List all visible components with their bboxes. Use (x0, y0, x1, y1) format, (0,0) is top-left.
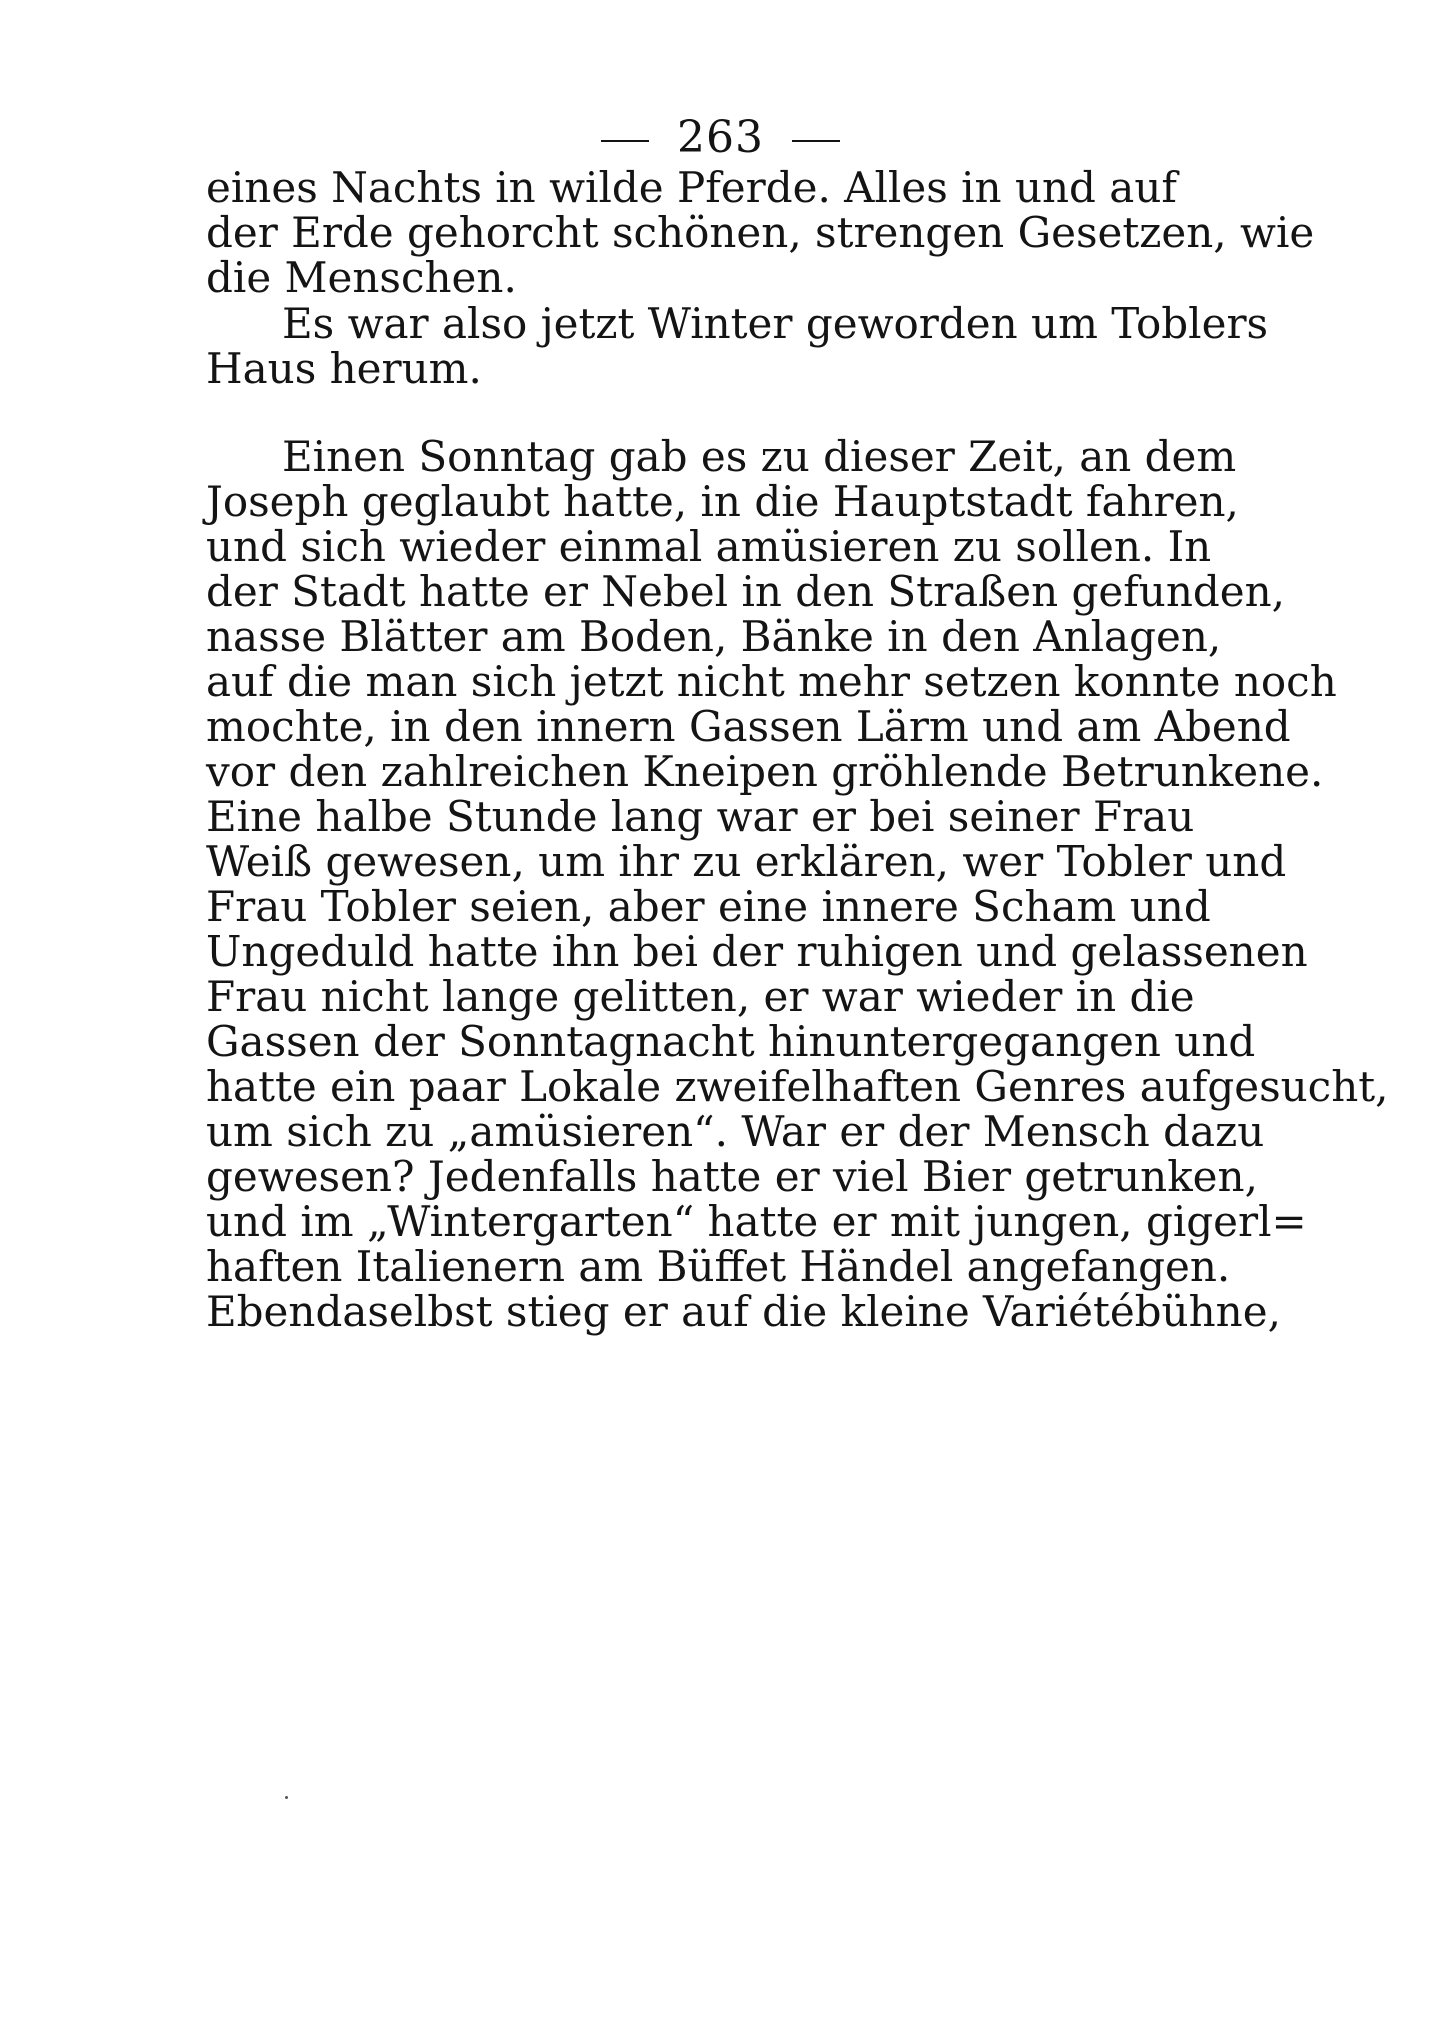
header-dash-right (792, 140, 840, 142)
text-line: und sich wieder einmal amüsieren zu sollen. In (206, 522, 1212, 571)
text-line: der Stadt hatte er Nebel in den Straßen gefunden, (206, 567, 1286, 616)
paper-speck (285, 1796, 288, 1799)
text-line: Einen Sonntag gab es zu dieser Zeit, an dem (282, 432, 1237, 481)
text-line: Frau nicht lange gelitten, er war wieder in die (206, 972, 1195, 1021)
text-line: Ungeduld hatte ihn bei der ruhigen und gelassenen (206, 927, 1308, 976)
text-line: nasse Blätter am Boden, Bänke in den Anlagen, (206, 612, 1222, 661)
text-line: und im „Wintergarten“ hatte er mit jungen, gigerl= (206, 1197, 1307, 1246)
text-line: auf die man sich jetzt nicht mehr setzen konnte noch (206, 657, 1337, 706)
text-line: Weiß gewesen, um ihr zu erklären, wer Tobler und (206, 837, 1287, 886)
text-line: Haus herum. (206, 344, 482, 393)
text-line: eines Nachts in wilde Pferde. Alles in und auf (206, 163, 1177, 212)
text-line: Eine halbe Stunde lang war er bei seiner Frau (206, 792, 1195, 841)
text-line: vor den zahlreichen Kneipen gröhlende Betrunkene. (206, 747, 1324, 796)
header-dash-left (601, 140, 649, 142)
text-line: Gassen der Sonntagnacht hinuntergegangen und (206, 1017, 1256, 1066)
text-line: um sich zu „amüsieren“. War er der Mensch dazu (206, 1107, 1265, 1156)
text-line: der Erde gehorcht schönen, strengen Gesetzen, wie (206, 208, 1315, 257)
text-line: haften Italienern am Büffet Händel angefangen. (206, 1242, 1231, 1291)
text-line: die Menschen. (206, 253, 517, 302)
text-line: mochte, in den innern Gassen Lärm und am Abend (206, 702, 1291, 751)
text-line: gewesen? Jedenfalls hatte er viel Bier getrunken, (206, 1152, 1258, 1201)
text-line: hatte ein paar Lokale zweifelhaften Genres aufgesucht, (206, 1062, 1389, 1111)
text-line: Es war also jetzt Winter geworden um Toblers (282, 299, 1269, 348)
text-line: Frau Tobler seien, aber eine innere Scham und (206, 882, 1211, 931)
text-line: Ebendaselbst stieg er auf die kleine Variétébühne, (206, 1287, 1281, 1336)
text-line: Joseph geglaubt hatte, in die Hauptstadt fahren, (206, 477, 1239, 526)
page-number: 263 (677, 112, 764, 163)
